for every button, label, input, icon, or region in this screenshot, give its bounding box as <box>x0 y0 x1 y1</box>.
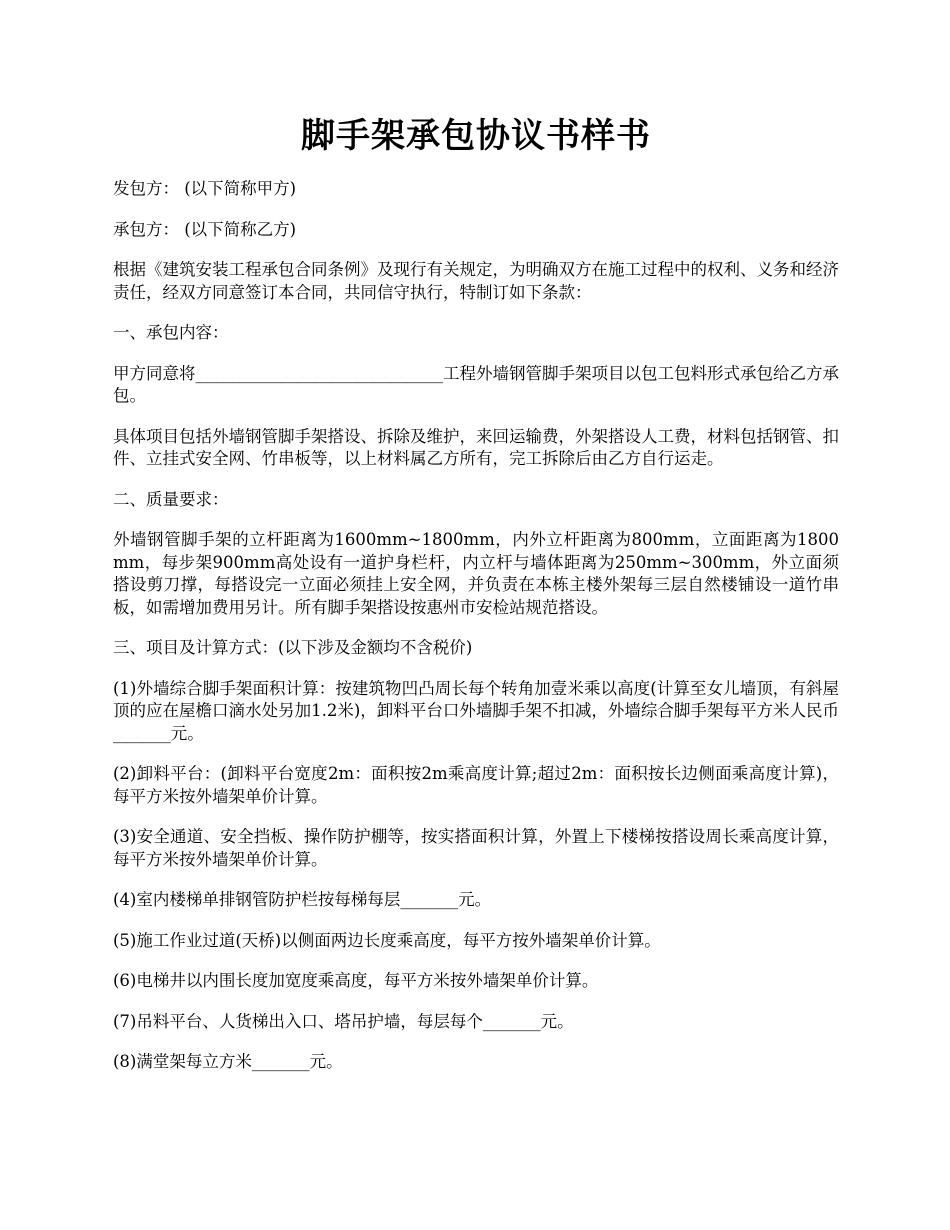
clause-item-1: (1)外墙综合脚手架面积计算：按建筑物凹凸周长每个转角加壹米乘以高度(计算至女儿墙顶，有斜屋顶的应在屋檐口滴水处另加1.2米)，卸料平台口外墙脚手架不扣减，外墙综合脚手架每平方米人民币_______元。 <box>113 678 839 743</box>
section-heading-calculation: 三、项目及计算方式：(以下涉及金额均不含税价) <box>113 638 473 657</box>
paragraph-employer: 发包方： (以下简称甲方) <box>113 179 297 198</box>
clause-item-8: (8)满堂架每立方米_______元。 <box>113 1052 343 1071</box>
document-title: 脚手架承包协议书样书 <box>301 116 651 156</box>
paragraph-scope-details: 具体项目包括外墙钢管脚手架搭设、拆除及维护，来回运输费，外架搭设人工费，材料包括钢管、扣件、立挂式安全网、竹串板等，以上材料属乙方所有，完工拆除后由乙方自行运走。 <box>113 426 839 468</box>
section-heading-scope: 一、承包内容： <box>113 323 229 342</box>
clause-item-3: (3)安全通道、安全挡板、操作防护棚等，按实搭面积计算，外置上下楼梯按搭设周长乘高度计算，每平方米按外墙架单价计算。 <box>113 827 839 869</box>
clause-item-6: (6)电梯井以内围长度加宽度乘高度，每平方米按外墙架单价计算。 <box>113 971 599 990</box>
paragraph-contractor: 承包方： (以下简称乙方) <box>113 219 297 239</box>
paragraph-quality-specs: 外墙钢管脚手架的立杆距离为1600mm~1800mm，内外立杆距离为800mm，立面距离为1800mm，每步架900mm高处设有一道护身栏杆，内立杆与墙体距离为250mm~300mm，外立面须搭设剪刀撑，每搭设完一立面必须挂上安全网，并负责在本栋主楼外架每三层自然楼铺设一道竹串板，如需增加费用另计。所有脚手架搭设按惠州市安检站规范搭设。 <box>113 530 839 617</box>
clause-item-4: (4)室内楼梯单排钢管防护栏按每梯每层_______元。 <box>113 890 492 909</box>
clause-item-7: (7)吊料平台、人货梯出入口、塔吊护墙，每层每个_______元。 <box>113 1011 574 1031</box>
paragraph-scope-project: 甲方同意将______________________________工程外墙钢管脚手架项目以包工包料形式承包给乙方承包。 <box>113 363 839 405</box>
section-heading-quality: 二、质量要求： <box>113 489 229 509</box>
paragraph-preamble: 根据《建筑安装工程承包合同条例》及现行有关规定，为明确双方在施工过程中的权利、义务和经济责任，经双方同意签订本合同，共同信守执行，特制订如下条款： <box>113 260 839 302</box>
document-body <box>113 178 839 1092</box>
clause-item-2: (2)卸料平台：(卸料平台宽度2m：面积按2m乘高度计算;超过2m：面积按长边侧面乘高度计算)，每平方米按外墙架单价计算。 <box>113 764 839 806</box>
clause-item-5: (5)施工作业过道(天桥)以侧面两边长度乘高度，每平方按外墙架单价计算。 <box>113 930 661 950</box>
